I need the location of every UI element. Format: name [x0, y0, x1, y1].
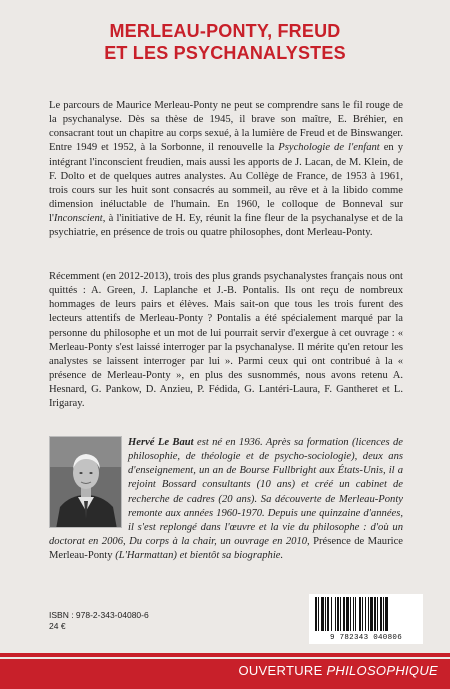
- barcode-bar: [321, 597, 324, 631]
- p1-italic-inconscient: Inconscient: [53, 213, 103, 225]
- p1-text-b: en y intégrant l'inconscient freudien, mais aussi les apports de J. Lacan, de M. Klein, de F. Dolto et de quelques autres analystes. Au Collège de France, de 1953 à 1961, trois cours sur les huit sont consacrés au sommeil, au rêve et à la libido comme dimension inéluctable de l'humain. En 1960, le colloque de Bonneval sur l': [49, 142, 403, 225]
- barcode-bar: [359, 597, 361, 631]
- barcode-bar: [315, 597, 317, 631]
- bio-book-title: Présence de Maurice Merleau-Ponty: [49, 536, 403, 562]
- author-photo: [49, 436, 122, 528]
- bio-text-b: (L'Harmattan) et bientôt sa biographie.: [112, 550, 284, 562]
- barcode-bar: [335, 597, 336, 631]
- p1-text-c: , à l'initiative de H. Ey, réunit la fine fleur de la psychanalyse et de la psychiatrie, en présence de trois ou quatre philosophes, dont Merleau-Ponty.: [49, 213, 403, 239]
- barcode-bar: [353, 597, 354, 631]
- barcode-bar: [343, 597, 345, 631]
- barcode-bar: [355, 597, 356, 631]
- price: 24 €: [49, 621, 66, 631]
- isbn-block: [49, 610, 149, 632]
- barcode: [309, 594, 423, 644]
- barcode-bar: [374, 597, 376, 631]
- isbn-number: ISBN : 978-2-343-04080-6: [49, 610, 149, 620]
- barcode-bar: [331, 597, 332, 631]
- barcode-bar: [377, 597, 378, 631]
- barcode-bar: [362, 597, 363, 631]
- barcode-bar: [370, 597, 373, 631]
- footer-stripe: [0, 657, 450, 659]
- title-line-2: ET LES PSYCHANALYSTES: [104, 43, 346, 63]
- barcode-bar: [325, 597, 326, 631]
- p1-italic-title: Psychologie de l'enfant: [278, 142, 380, 154]
- barcode-bar: [346, 597, 349, 631]
- p1-text-a: Le parcours de Maurice Merleau-Ponty ne peut se comprendre sans le fil rouge de la psychanalyse. Dès sa thèse de 1945, il brave son maître, E. Bréhier, en consacrant tout un chapitre au corps sexué, à la lumière de Freud et de Binswanger. Entre 1949 et 1952, à la Sorbonne, il renouvelle la: [49, 100, 403, 154]
- barcode-bar: [383, 597, 384, 631]
- portrait-image: [50, 437, 122, 528]
- author-name: Hervé Le Baut: [128, 437, 194, 448]
- barcode-bar: [365, 597, 366, 631]
- book-title: [0, 20, 450, 64]
- summary-paragraph-2: Récemment (en 2012-2013), trois des plus grands psychanalystes français nous ont quittés : A. Green, J. Laplanche et J.-B. Pontalis. Ils ont reçu de nombreux hommages de leurs pairs et élèves. Mais sait-on que tous les trois furent des lecteurs attentifs de Merleau-Ponty ? Pontalis a été spécialement marqué par la personne du philosophe et un mot de lui pourrait servir d'exergue à cet ouvrage : « Merleau-Ponty s'est laissé interroger par la psychanalyse. Il mérite qu'en retour les analystes se laissent interroger par lui ». Parmi ceux qui ont contribué à la « présence de Merleau-Ponty », en plus des susnommés, nous avons retenu A. Hesnard, G. Pankow, D. Anzieu, P. Fédida, G. Lantéri-Laura, F. Gantheret et L. Irigaray.: [49, 271, 403, 410]
- collection-part-2: PHILOSOPHIQUE: [326, 663, 438, 678]
- title-line-1: MERLEAU-PONTY, FREUD: [109, 21, 341, 41]
- barcode-bar: [380, 597, 382, 631]
- barcode-bar: [350, 597, 351, 631]
- barcode-bar: [340, 597, 341, 631]
- barcode-bars: [315, 597, 417, 633]
- bio-text-a: est né en 1936. Après sa formation (licences de philosophie, de théologie et de psycho-sociologie), deux ans d'enseignement, un an de Bourse Fullbright aux États-Unis, il a rejoint Bossard consultants (10 ans) et créé un cabinet de recherche de cadres (20 ans). Sa découverte de Merleau-Ponty remonte aux années 1960-1970. Depuis une quinzaine d'années, il s'est replongé dans l'œuvre et la vie du philosophe : d'où un doctorat en 2006, Du corps à la chair, un ouvrage en 2010,: [49, 437, 404, 548]
- barcode-bar: [327, 597, 329, 631]
- barcode-number: 9 782343 040806: [329, 634, 402, 642]
- collection-name: [238, 663, 438, 678]
- summary-paragraph-1: [49, 99, 403, 241]
- barcode-bar: [337, 597, 339, 631]
- barcode-bar: [318, 597, 319, 631]
- collection-part-1: OUVERTURE: [238, 663, 327, 678]
- barcode-bar: [368, 597, 369, 631]
- barcode-bar: [385, 597, 388, 631]
